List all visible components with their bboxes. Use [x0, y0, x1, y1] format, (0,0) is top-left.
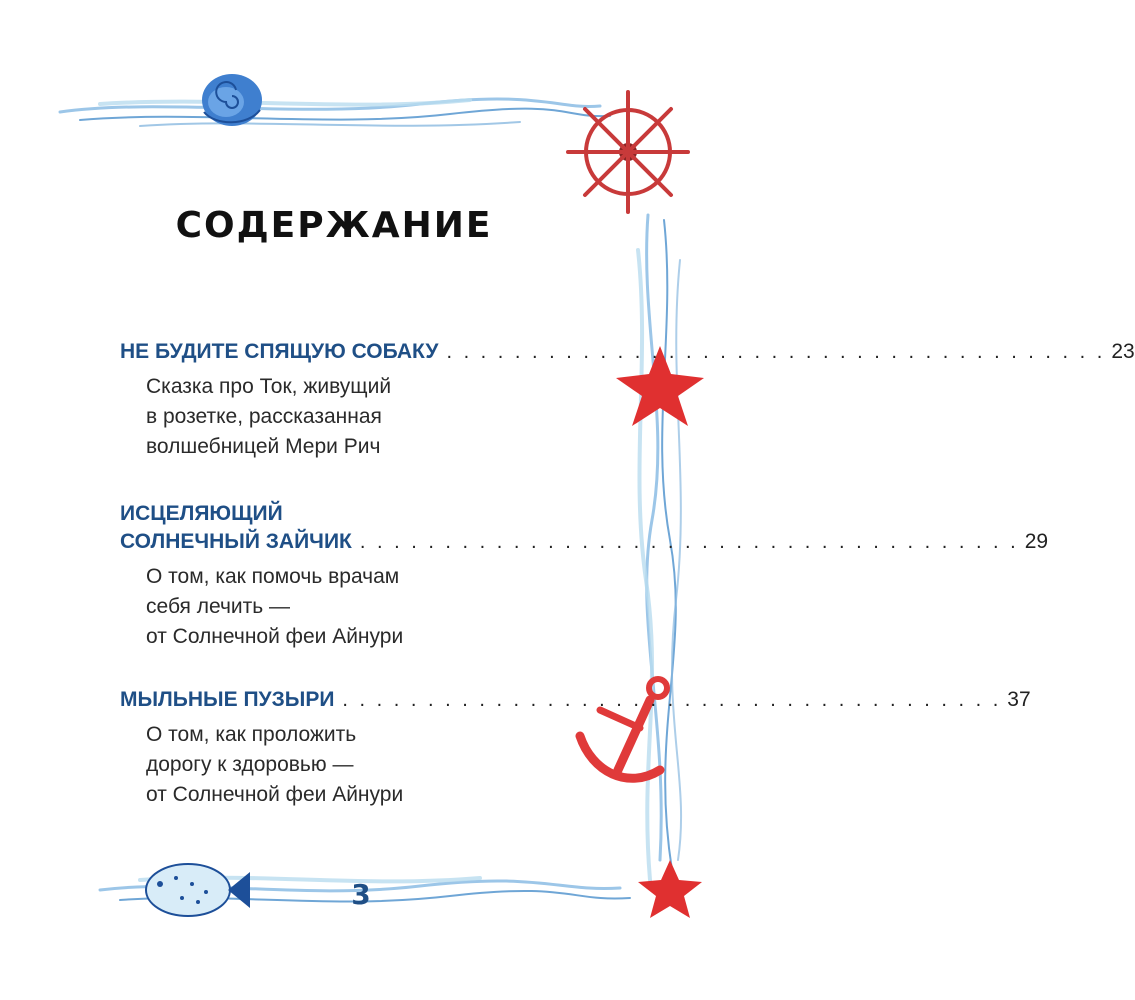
description-line: О том, как проложить — [146, 723, 357, 746]
description-line: от Солнечной феи Айнури — [146, 783, 404, 806]
toc-entry[interactable] — [120, 500, 1049, 652]
toc-entry-description — [146, 720, 552, 810]
toc-leader-dots: . . . . . . . . . . . . . . . . . . . . . . . . . . . . . . . . . . . . . . . — [342, 689, 1002, 711]
toc-entry-title-line2[interactable]: СОЛНЕЧНЫЙ ЗАЙЧИК — [120, 530, 352, 553]
toc-page-number: 29 — [1024, 530, 1049, 553]
description-line: Сказка про Ток, живущий — [146, 375, 392, 398]
toc-page-number: 23 — [1111, 340, 1135, 363]
toc-entry-title-line1[interactable]: ИСЦЕЛЯЮЩИЙ — [120, 502, 283, 525]
toc-heading-line — [120, 338, 1135, 366]
ship-wheel-icon — [568, 92, 688, 212]
toc-entry-description — [146, 562, 552, 652]
page-title: СОДЕРЖАНИЕ — [175, 205, 493, 246]
toc-page-number: 37 — [1007, 688, 1031, 711]
description-line: дорогу к здоровью — — [146, 753, 354, 776]
top-wave-decoration — [60, 99, 610, 126]
page-number: 3 — [351, 878, 371, 911]
toc-heading-line — [120, 528, 1049, 556]
description-line: себя лечить — — [146, 595, 291, 618]
shell-icon — [202, 74, 262, 126]
toc-entry-description — [146, 372, 552, 462]
toc-leader-dots: . . . . . . . . . . . . . . . . . . . . . . . . . . . . . . . . . . . . . . . — [446, 341, 1106, 363]
description-line: от Солнечной феи Айнури — [146, 625, 404, 648]
description-line: О том, как помочь врачам — [146, 565, 400, 588]
fish-icon — [146, 864, 250, 916]
description-line: в розетке, рассказанная — [146, 405, 382, 428]
toc-entry-title[interactable]: МЫЛЬНЫЕ ПУЗЫРИ — [120, 688, 335, 711]
toc-entry[interactable] — [120, 338, 1135, 462]
toc-heading-line — [120, 686, 1031, 714]
toc-entry-title[interactable]: НЕ БУДИТЕ СПЯЩУЮ СОБАКУ — [120, 340, 439, 363]
toc-leader-dots: . . . . . . . . . . . . . . . . . . . . . . . . . . . . . . . . . . . . . . . — [359, 531, 1019, 553]
toc-entry[interactable] — [120, 686, 1031, 810]
description-line: волшебницей Мери Рич — [146, 435, 381, 458]
